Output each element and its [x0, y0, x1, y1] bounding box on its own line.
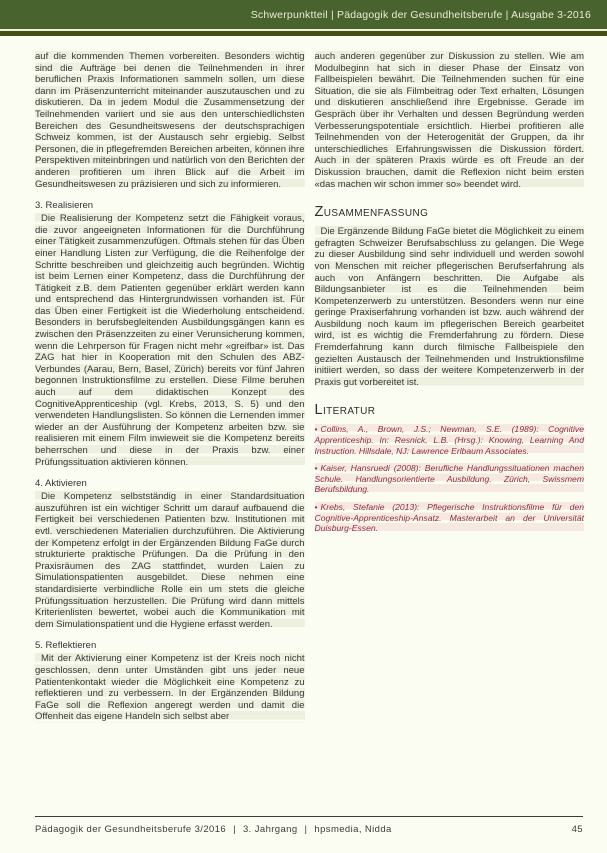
paragraph-continuation: auf die kommenden Themen vorbereiten. Besonders wichtig sind die Aufträge bei denen die Teilnehmenden in ihrer beruflichen Praxis Informationen sammeln sollen, um diese dann im Präsenzunterricht miteinander auszutauschen und zu diskutieren. Da in jedem Modul die Zusammensetzung der Teilnehmenden variiert und sie aus den unterschiedlichsten Bereichen des Gesundheitswesens der deutschsprachigen Schweiz kommen, ist der Austausch sehr ergiebig. Selbst Personen, die in pflegefremden Bereichen arbeiten, können ihre Perspektiven miteinbringen und natürlich von den Berichten der anderen profitieren um ihren Blick auf die Arbeit im Gesundheitswesen zu präzisieren und sich zu informieren. — [35, 51, 305, 190]
footer-separator: | — [233, 824, 236, 835]
bullet-icon: • — [314, 502, 318, 512]
section-heading-reflektieren: 5. Reflektieren — [35, 640, 97, 652]
footer-journal-line — [35, 824, 392, 835]
paragraph-continuation: auch anderen gegenüber zur Diskussion zu stellen. Wie am Modulbeginn hat sich in dieser Phase der Einsatz von Fallbeispielen bewährt. Die Teilnehmenden suchen für eine Situation, die sie als Filmbeitrag oder Text erhalten, Lösungen und diskutieren anschließend ihre Ergebnisse. Gerade im Gespräch über ihr Verhalten und dessen Begründung werden Verbesserungspotentiale ersichtlich. Hierbei profitieren alle Teilnehmenden von der Heterogenität der Gruppen, da ihr unterschiedliches Erfahrungswissen die Diskussion fördert. Auch in der späteren Praxis würde es oft Freude an der Diskussion brauchen, damit die Reflexion nicht beim ersten «das machen wir schon immer so» beendet wird. — [314, 51, 584, 190]
header-title: Schwerpunktteil | Pädagogik der Gesundheitsberufe | Ausgabe 3-2016 — [250, 8, 591, 21]
literature-heading: Literatur — [314, 402, 376, 419]
page-footer — [35, 816, 583, 835]
reference-text: Krebs, Stefanie (2013): Pflegerische Instruktionsfilme für den Cognitive-Apprenticeship-Ansatz. Masterarbeit an der Universität Duisburg-Essen. — [314, 502, 584, 534]
section-heading-aktivieren: 4. Aktivieren — [35, 478, 87, 490]
reference-text: Collins, A., Brown, J.S.; Newman, S.E. (1989): Cognitive Apprenticeship. In: Resnick, L.B. (Hrsg.): Knowing, Learning And Instruction. Hillsdale, NJ: Lawrence Erlbaum Associates. — [314, 424, 584, 456]
section-body-reflektieren: Mit der Aktivierung einer Kompetenz ist der Kreis noch nicht geschlossen, denn unter Umständen gibt uns jeder neue Patientenkontakt wieder die Möglichkeit eine Kompetenz zu reflektieren und zu verbessern. In der Ergänzenden Bildung FaGe soll die Reflexion angeregt werden und damit die Offenheit das eigene Handeln sich selbst aber — [35, 653, 305, 723]
summary-heading: Zusammenfassung — [314, 204, 429, 221]
left-column — [35, 51, 305, 723]
reference-item — [315, 502, 585, 534]
summary-body: Die Ergänzende Bildung FaGe bietet die Möglichkeit zu einem gefragten Schweizer Berufsabschluss zu gelangen. Die Wege zu dieser Ausbildung sind sehr individuell und werden sowohl von Menschen mit reicher pflegerischen Berufserfahrung als auch von Anfängern beschritten. Die Aufgabe als Bildungsanbieter ist es die Teilnehmenden beim Kompetenzerwerb zu unterstützen. Besonders wenn nur eine geringe Praxiserfahrung vorhanden ist bzw. auch während der Ausbildung noch kaum im pflegerischen Bereich gearbeitet wird, ist es wichtig die Fremderfahrung zu fördern. Diese Fremderfahrung kann durch filmische Fallbeispiele den gezielten Austausch der Teilnehmenden und Instruktionsfilme initiiert werden, so dass der weitere Kompetenzerwerb in der Praxis gut vorbereitet ist. — [314, 226, 584, 388]
reference-item — [315, 463, 585, 495]
section-heading-realisieren: 3. Realisieren — [35, 200, 94, 212]
article-content — [0, 31, 607, 723]
section-body-aktivieren: Die Kompetenz selbstständig in einer Standardsituation auszuführen ist ein wichtiger Schritt um darauf aufbauend die Fertigkeit bei verschiedenen Patienten bzw. Institutionen mit evtl. verschiedenen Materialien durchzuführen. Die Aktivierung der Kompetenz erfolgt in der Ergänzenden Bildung FaGe durch strukturierte praktische Prüfungen. Da die Prüfung in den Praxisräumen des ZAG stattfindet, wurden Laien zu Simulationspatienten ausgebildet. Diese nehmen eine standardisierte verbindliche Rolle ein um stets die gleiche Prüfungssituation herzustellen. Die Prüfung wird dann mittels Kriterienlisten bewertet, wobei auch die Kommunikation mit dem Simulationspatient und die Hygiene erfasst werden. — [35, 491, 305, 630]
reference-text: Kaiser, Hansruedi (2008): Berufliche Handlungssituationen machen Schule. Handlungsorientierte Ausbildung. Zürich, Swissmem Berufsbildung. — [314, 463, 584, 495]
footer-publisher: hpsmedia, Nidda — [314, 824, 392, 835]
page-number: 45 — [571, 824, 583, 835]
footer-journal-title: Pädagogik der Gesundheitsberufe 3/2016 — [35, 824, 227, 835]
page-header-bar — [0, 0, 607, 31]
footer-separator: | — [304, 824, 308, 835]
bullet-icon: • — [314, 463, 318, 474]
footer-volume: 3. Jahrgang — [242, 824, 298, 835]
right-column — [315, 51, 585, 723]
section-body-realisieren: Die Realisierung der Kompetenz setzt die Fähigkeit voraus, die zuvor angeeigneten Informationen für die Durchführung einer Tätigkeit zusammenzufügen. Oftmals stehen für das Üben einer Handlung Listen zur Verfügung, die die Reihenfolge der Schritte beschreiben und gleichzeitig auch begründen. Wichtig ist beim Lernen einer Kompetenz, dass die Durchführung der Tätigkeit z.B. dem Patienten gegenüber erklärt werden kann und entsprechend das Hintergrundwissen vorhanden ist. Für das Üben einer Fertigkeit ist die Wiederholung entscheidend. Besonders in berufsbegleitenden Ausbildungsgängen kann es zwischen den Präsenzzeiten zu einer Verunsicherung kommen, wenn die Lehrperson für Fragen nicht mehr «greifbar» ist. Das ZAG hat hier in Kooperation mit den Schulen des ABZ-Verbundes (Aarau, Bern, Basel, Zürich) bereits vor fünf Jahren begonnen Instruktionsfilme zu erstellen. Diese Filme beruhen auch auf dem didaktischen Konzept des CognitiveApprenticeship (vgl. Krebs, 2013, S. 5) und den verwendeten Handlungslisten. So können die Lernenden immer wieder an der Ausführung der Kompetenz arbeiten bzw. sie realisieren mit einem Film inwieweit sie die Kompetenz bereits beherrschen und diese in der Praxis bzw. einer Prüfungssituation aktivieren können. — [35, 213, 305, 468]
bullet-icon: • — [314, 424, 318, 435]
reference-item — [315, 424, 585, 456]
